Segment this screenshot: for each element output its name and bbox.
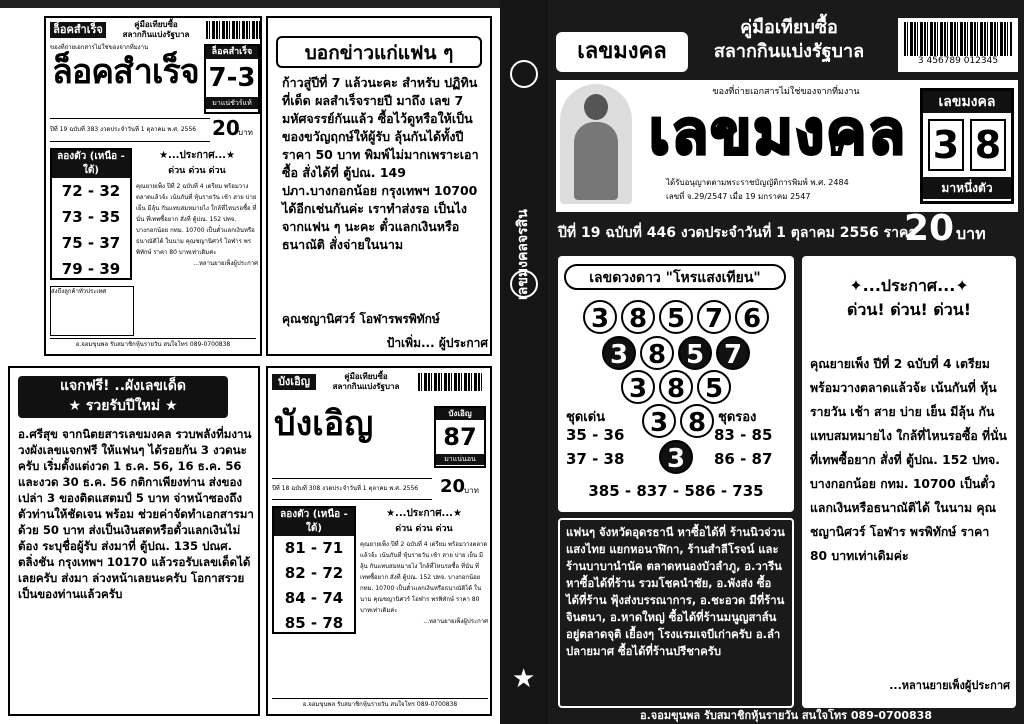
star-left-pair: 35 - 36 — [566, 426, 625, 444]
pair-row: 72 - 32 — [61, 182, 121, 200]
announce-panel — [802, 256, 1016, 708]
number-ball: 8 — [680, 404, 714, 438]
left-page — [0, 0, 500, 724]
lodsamret-side-note: ส่งถึงลูกค้าทั่วประเทศ — [50, 286, 134, 336]
announce-title: ...ประกาศ... — [862, 276, 956, 295]
lodsamret-card — [44, 16, 262, 356]
number-ball: 7 — [697, 300, 731, 334]
seal-icon — [510, 60, 538, 88]
news-card — [266, 16, 492, 356]
number-ball: 8 — [640, 336, 674, 370]
corner-digit: 3 — [928, 119, 964, 171]
corner-digit: 8 — [970, 119, 1006, 171]
number-ball: 6 — [735, 300, 769, 334]
bangoen-corner — [434, 406, 486, 468]
brand-badge: เลขมงคล — [556, 32, 688, 72]
spine — [500, 0, 548, 724]
bangoen-corner-digits: 87 — [443, 423, 477, 451]
star-icon: ✦ — [955, 276, 969, 295]
bangoen-announce-body: คุณยายเพ็ง ปีที่ 2 ฉบับที่ 4 เตรียม พร้อมวางตลาดแล้วจ้ะ เน้นกันที่ หุ้นรายวัน เช้า สาย บ่าย เย็น มีลุ้น กันแทบสมหมายไง ใกล้ที่ไหนรอซื้อ ที่นั่น ที่เทพซื้อยาก สั่งที่ ตู้ปณ. 152 ปทจ. บางกอกน้อย กทม. 10700 เป็นตั๋วแลกเงินหรือธนาณัติได้ ในนาม คุณชญานิศวร์ โอฬาร พรพิทักษ์ ราคา 80 บาทเท่าเดิมค่ะ — [360, 541, 488, 614]
lodsamret-price: 20 — [212, 116, 240, 140]
lodsamret-announce-title: ★...ประกาศ...★ — [159, 150, 235, 161]
news-recipient: คุณชญานิศวร์ โอฬารพรพิทักษ์ — [282, 312, 440, 326]
ball-row-2 — [558, 336, 794, 370]
number-ball: 5 — [678, 336, 712, 370]
number-ball: 3 — [602, 336, 636, 370]
cover-price-unit: บาท — [956, 224, 986, 243]
number-ball: 5 — [659, 300, 693, 334]
bangoen-announce — [360, 506, 488, 696]
star-icon: ★ — [512, 664, 536, 694]
announce-sub: ด่วน! ด่วน! ด่วน! — [847, 300, 971, 319]
bangoen-price-unit: บาท — [464, 486, 479, 495]
bangoen-corner-label: บังเอิญ — [436, 408, 484, 420]
number-ball: 8 — [659, 370, 693, 404]
bangoen-price: 20 — [440, 476, 466, 497]
number-ball: 3 — [621, 370, 655, 404]
bangoen-footer: อ.จอมขุนพล รับสมาชิกหุ้นรายวัน สนใจโทร 089-0700838 — [272, 698, 488, 709]
cover-title: เลขมงคล — [648, 98, 908, 168]
lodsamret-announce-body: คุณยายเพ็ง ปีที่ 2 ฉบับที่ 4 เตรียม พร้อมวางตลาดแล้วจ้ะ เน้นกันที่ หุ้นรายวัน เช้า สาย บ่าย เย็น มีลุ้น กันแทบสมหมายไง ใกล้ที่ไหนรอซื้อ ที่นั่น ที่เทพซื้อยาก สั่งที่ ตู้ปณ. 152 ปทจ. บางกอกน้อย กทม. 10700 เป็นตั๋วแลกเงินหรือธนาณัติได้ ในนาม คุณชญานิศวร์ โอฬาร พรพิทักษ์ ราคา 80 บาทเท่าเดิมค่ะ — [136, 183, 257, 256]
pair-row: 82 - 72 — [284, 564, 344, 582]
bangoen-corner-sub: มาแน่นอน — [436, 454, 484, 465]
lodsamret-price-unit: บาท — [238, 128, 253, 137]
pair-row: 73 - 35 — [61, 208, 121, 226]
shops-body: แฟนๆ จังหวัดอุดรธานี หาซื้อได้ที่ ร้านนิวจ่วนแสงไทย แยกหอนาฬิกา, ร้านสำลีโรจน์ และร้านบาบานำนัค ตลาดหนองบัวลำภู, อ.วารีน หาซื้อได้ที่ร้าน รวมโชคนำชัย, อ.พังส่ง ซื้อได้ที่ร้าน ฟุ้งส่งบรรณาการ, อ.ชะอวด มีที่ร้านจินตนา, อ.หาดใหญ่ ซื้อได้ที่ร้านมนูญสาส์น อยู่ตลาดจุติ เยื้องๆ โรงแรมเจบีเก่าครับ อ.ลำปลายมาศ ซื้อได้ที่ร้านปรีชาครับ — [566, 526, 785, 658]
bangoen-title: บังเอิญ — [274, 404, 374, 444]
star-bottom-numbers: 385 - 837 - 586 - 735 — [588, 482, 764, 500]
ball-row-3 — [558, 370, 794, 404]
cover-issue: ปีที่ 19 ฉบับที่ 446 งวดประจำวันที่ 1 ตุลาคม 2556 ราคา — [558, 225, 917, 241]
number-ball: 7 — [716, 336, 750, 370]
title-block — [556, 80, 1018, 212]
star-icon: ✦ — [849, 276, 863, 295]
free-header — [18, 376, 228, 418]
barcode-icon — [904, 22, 1012, 56]
star-left-label: ชุดเด่น — [566, 410, 606, 425]
lodsamret-footer: อ.จอมขุนพล รับสมาชิกหุ้นรายวัน สนใจโทร 089-0700838 — [50, 338, 256, 349]
news-sign: ป้าเพิ่ม... ผู้ประกาศ — [386, 336, 488, 350]
bangoen-announce-title: ★...ประกาศ...★ — [386, 508, 462, 519]
star-panel-title: เลขดวงดาว "โหรแสงเทียน" — [564, 264, 786, 290]
free-header-line1: แจกฟรี! ..ผังเลขเด็ด — [60, 378, 186, 394]
star-left-pair: 37 - 38 — [566, 450, 625, 468]
bangoen-pairs-header: ลองตัว (เหนือ - ใต้) — [274, 508, 354, 536]
cover-corner-label: เลขมงคล — [923, 91, 1011, 113]
bangoen-badge: บังเอิญ — [272, 374, 316, 390]
cover-permit-no: เลขที่ จ.29/2547 เมื่อ 19 มกราคม 2547 — [666, 192, 811, 201]
lodsamret-corner-sub: มาแน่ชัวร์แท้ — [206, 97, 258, 109]
pair-row: 81 - 71 — [284, 539, 344, 557]
lodsamret-issue: ปีที่ 19 ฉบับที่ 383 งวดประจำวันที่ 1 ตุลาคม พ.ศ. 2556 — [50, 118, 210, 142]
right-page — [548, 0, 1024, 724]
deity-image — [560, 84, 632, 204]
cover-footer: อ.จอมขุนพล รับสมาชิกหุ้นรายวัน สนใจโทร 089-0700838 — [640, 709, 932, 722]
ball-center-pair — [638, 404, 718, 438]
pair-row: 75 - 37 — [61, 234, 121, 252]
free-header-line2: ★ รวยรับปีใหม่ ★ — [68, 398, 178, 414]
cover-small-note: ของที่ถ่ายเอกสารไม่ใช่ของจากที่มงาน — [712, 87, 860, 97]
news-header: บอกข่าวแก่แฟน ๆ — [276, 36, 482, 68]
pair-row: 84 - 74 — [284, 589, 344, 607]
number-ball: 3 — [642, 404, 676, 438]
free-body: อ.ศรีสุข จากนิตยสารเลขมงคล รวบพลังที่มงานวงผังเลขแจกฟรี ให้แฟนๆ ได้รอยกัน 3 งวดนะครับ เริ่มตั้งแต่งวด 1 ธ.ค. 56, 16 ธ.ค. 56 และงวด 30 ธ.ค. 56 กติกาเพียงท่าน ส่งของเปล่า 3 ของติดแสตมป์ 5 บาท จ่าหน้าซองถึงตัวท่านให้ชัดเจน พร้อม ช่วยค่าจัดทำเอกสารมาด้วย 50 บาท ส่งเป็นเงินสดหรือตั๋วแลกเงินไม่ต้อง ระบุชื่อผู้รับ ส่งมาที่ ตู้ปณ. 135 ปณศ. ตลิ่งชัน กรุงเทพฯ 10170 แล้วรอรับเลขเด็ดได้เลยครับ ส่งมา ล่วงหน้าเลยนะครับ โอกาสรวย เป็นของท่านแล้วครับ — [18, 427, 254, 601]
lodsamret-corner — [204, 44, 260, 114]
pair-row: 79 - 39 — [61, 260, 121, 278]
pair-row: 85 - 78 — [284, 614, 344, 632]
lodsamret-announce-sign: ...หลานยายเพ็งผู้ประกาศ — [193, 260, 258, 267]
bangoen-pairs-box — [272, 506, 356, 634]
bangoen-issue: ปีที่ 18 ฉบับที่ 308 งวดประจำวันที่ 1 ตุลาคม พ.ศ. 2556 — [272, 478, 432, 500]
lodsamret-announce — [136, 148, 258, 348]
lodsamret-announce-sub: ด่วน ด่วน ด่วน — [168, 166, 226, 176]
bangoen-announce-sub: ด่วน ด่วน ด่วน — [395, 524, 453, 534]
cover-corner-sub: มาหนึ่งตัว — [923, 177, 1011, 199]
cover-tagline: คู่มือเทียบซื้อ สลากกินแบ่งรัฐบาล — [713, 17, 865, 62]
bangoen-tagline: คู่มือเทียบซื้อ สลากกินแบ่งรัฐบาล — [332, 372, 400, 391]
cover-permit: ได้รับอนุญาตตามพระราชบัญญัติการพิมพ์ พ.ศ. 2484 — [666, 178, 849, 187]
seal-icon — [510, 270, 538, 298]
ball-row-1 — [558, 300, 794, 334]
star-right-label: ชุดรอง — [718, 410, 757, 425]
lodsamret-tagline: คู่มือเทียบซื้อ สลากกินแบ่งรัฐบาล — [122, 20, 190, 39]
lodsamret-pairs-box — [50, 148, 132, 280]
lodsamret-small-note: ของที่ถ่ายเอกสารไม่ใช่ของจากที่มงาน — [50, 44, 149, 51]
cover-price: 20 — [904, 208, 955, 249]
number-ball: 3 — [583, 300, 617, 334]
announce-sign: ...หลานยายเพ็งผู้ประกาศ — [889, 679, 1010, 692]
cover-corner — [920, 88, 1014, 204]
bangoen-card — [266, 366, 492, 716]
lodsamret-pairs-header: ลองตัว (เหนือ - ใต้) — [52, 150, 130, 178]
star-panel — [558, 256, 794, 512]
announce-title-row — [802, 274, 1016, 299]
barcode-icon — [418, 373, 482, 391]
announce-body: คุณยายเพ็ง ปีที่ 2 ฉบับที่ 4 เตรียม พร้อมวางตลาดแล้วจ้ะ เน้นกันที่ หุ้นรายวัน เช้า สาย บ่าย เย็น มีลุ้น กันแทบสมหมายไง ใกล้ที่ไหนรอซื้อ ที่นั่น ที่เทพซื้อยาก สั่งที่ ตู้ปณ. 152 ปทจ. บางกอกน้อย กทม. 10700 เป็นตั๋วแลกเงินหรือธนาณัติได้ ในนาม คุณชญานิศวร์ โอฬาร พรพิทักษ์ ราคา 80 บาทเท่าเดิมค่ะ — [810, 357, 1007, 563]
shops-panel — [558, 518, 794, 708]
number-ball: 3 — [659, 440, 693, 474]
free-card — [8, 366, 260, 716]
news-body: ก้าวสู่ปีที่ 7 แล้วนะคะ สำหรับ ปฏิทินที่เด็ด ผลสำเร็จรายปี มาถึง เลข 7 มหัศจรรย์กันแล้ว ซื้อไว้ดูหรือให้เป็นของขวัญฤกษ์ให้ผู้รับ ลุ้นกันได้ทั้งปี ราคา 50 บาท พิมพ์ไม่มากเพราะเอาซื้อ สั่งได้ที่ ตู้ปณ. 149 ปภา.บางกอกน้อย กรุงเทพฯ 10700 ได้อีกเช่นกันค่ะ เราทำส่งรอ เป็นไงจากแฟน ๆ นะคะ ตั๋วแลกเงินหรือ ธนาณัติ สั่งจ่ายในนาม — [282, 75, 479, 252]
bangoen-announce-sign: ...หลานยายเพ็งผู้ประกาศ — [423, 618, 488, 625]
barcode-icon — [206, 21, 260, 39]
barcode-number: 3 456789 012345 — [917, 56, 999, 66]
ball-center-single — [656, 440, 696, 474]
lodsamret-badge: ล็อคสำเร็จ — [50, 22, 106, 38]
number-ball: 5 — [697, 370, 731, 404]
lodsamret-corner-digits: 7-3 — [208, 63, 256, 93]
lodsamret-title: ล็อคสำเร็จ — [52, 52, 199, 92]
spine-text: เลขมงคลจรสิน — [515, 209, 531, 300]
star-right-pair: 86 - 87 — [714, 450, 773, 468]
barcode-box — [898, 18, 1018, 72]
top-edge — [0, 0, 500, 8]
number-ball: 8 — [621, 300, 655, 334]
star-right-pair: 83 - 85 — [714, 426, 773, 444]
lodsamret-corner-label: ล็อคสำเร็จ — [206, 46, 258, 59]
